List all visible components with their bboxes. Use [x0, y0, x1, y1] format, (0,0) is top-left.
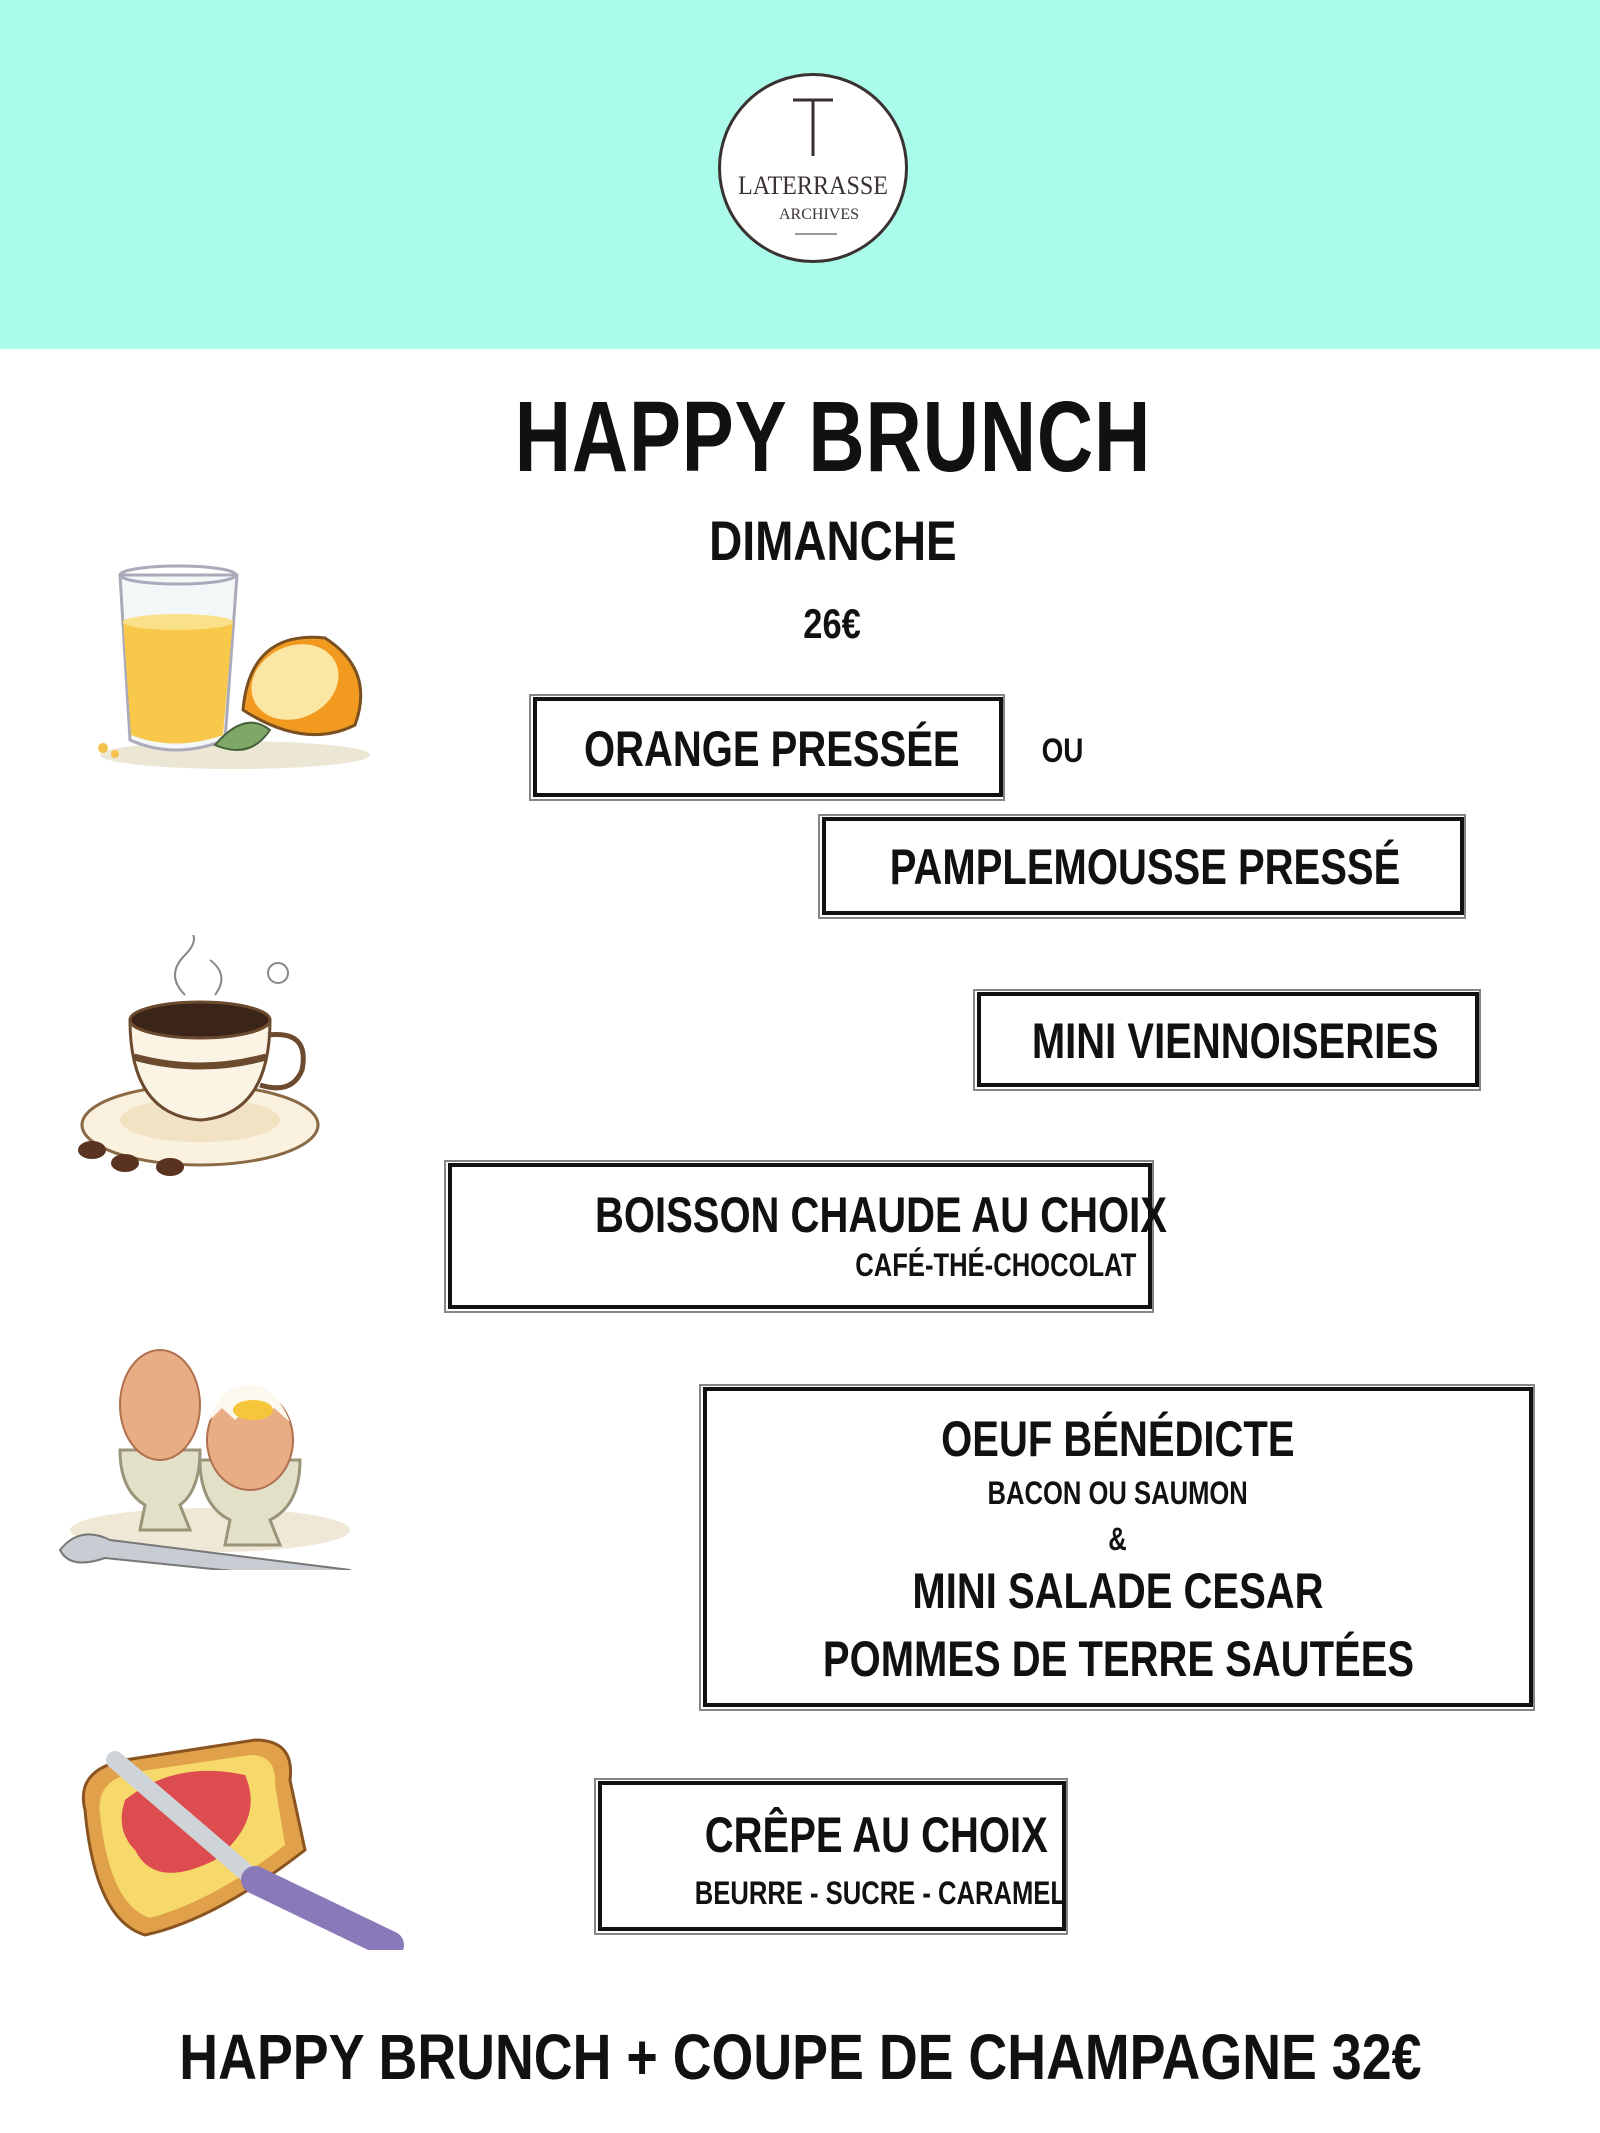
orange-juice-icon	[85, 560, 385, 780]
or-word: OU	[1041, 732, 1084, 770]
eggs-benedict-and: &	[1108, 1521, 1128, 1557]
hot-drink-box	[448, 1163, 1167, 1309]
eggs-benedict-label: OEUF BÉNÉDICTE	[941, 1411, 1295, 1467]
menu-price: 26€	[803, 600, 862, 647]
menu-title: HAPPY BRUNCH	[514, 381, 1151, 493]
eggs-benedict-box	[703, 1387, 1533, 1707]
orange-juice-label: ORANGE PRESSÉE	[583, 721, 960, 777]
coffee-cup-icon	[70, 935, 330, 1195]
crepe-label: CRÊPE AU CHOIX	[704, 1807, 1048, 1863]
svg-text:ARCHIVES: ARCHIVES	[778, 206, 860, 223]
jam-toast-icon	[55, 1720, 415, 1950]
restaurant-logo	[718, 73, 908, 263]
svg-text:LATERRASSE: LATERRASSE	[738, 171, 888, 200]
hot-drink-options: CAFÉ-THÉ-CHOCOLAT	[854, 1247, 1136, 1283]
potatoes-label: POMMES DE TERRE SAUTÉES	[822, 1631, 1414, 1687]
grapefruit-juice-box	[822, 817, 1464, 915]
viennoiseries-label: MINI VIENNOISERIES	[1031, 1013, 1439, 1069]
hot-drink-label: BOISSON CHAUDE AU CHOIX	[594, 1187, 1167, 1243]
crepe-options: BEURRE - SUCRE - CARAMEL	[694, 1875, 1066, 1911]
viennoiseries-box	[977, 992, 1479, 1087]
crepe-box	[598, 1781, 1066, 1931]
grapefruit-juice-label: PAMPLEMOUSSE PRESSÉ	[889, 839, 1401, 895]
eggs-benedict-option: BACON OU SAUMON	[987, 1475, 1249, 1511]
champagne-offer: HAPPY BRUNCH + COUPE DE CHAMPAGNE 32€	[178, 2021, 1422, 2093]
orange-juice-box	[533, 697, 1003, 797]
menu-day: DIMANCHE	[708, 509, 957, 572]
boiled-eggs-icon	[50, 1330, 360, 1570]
salad-label: MINI SALADE CESAR	[912, 1563, 1324, 1619]
